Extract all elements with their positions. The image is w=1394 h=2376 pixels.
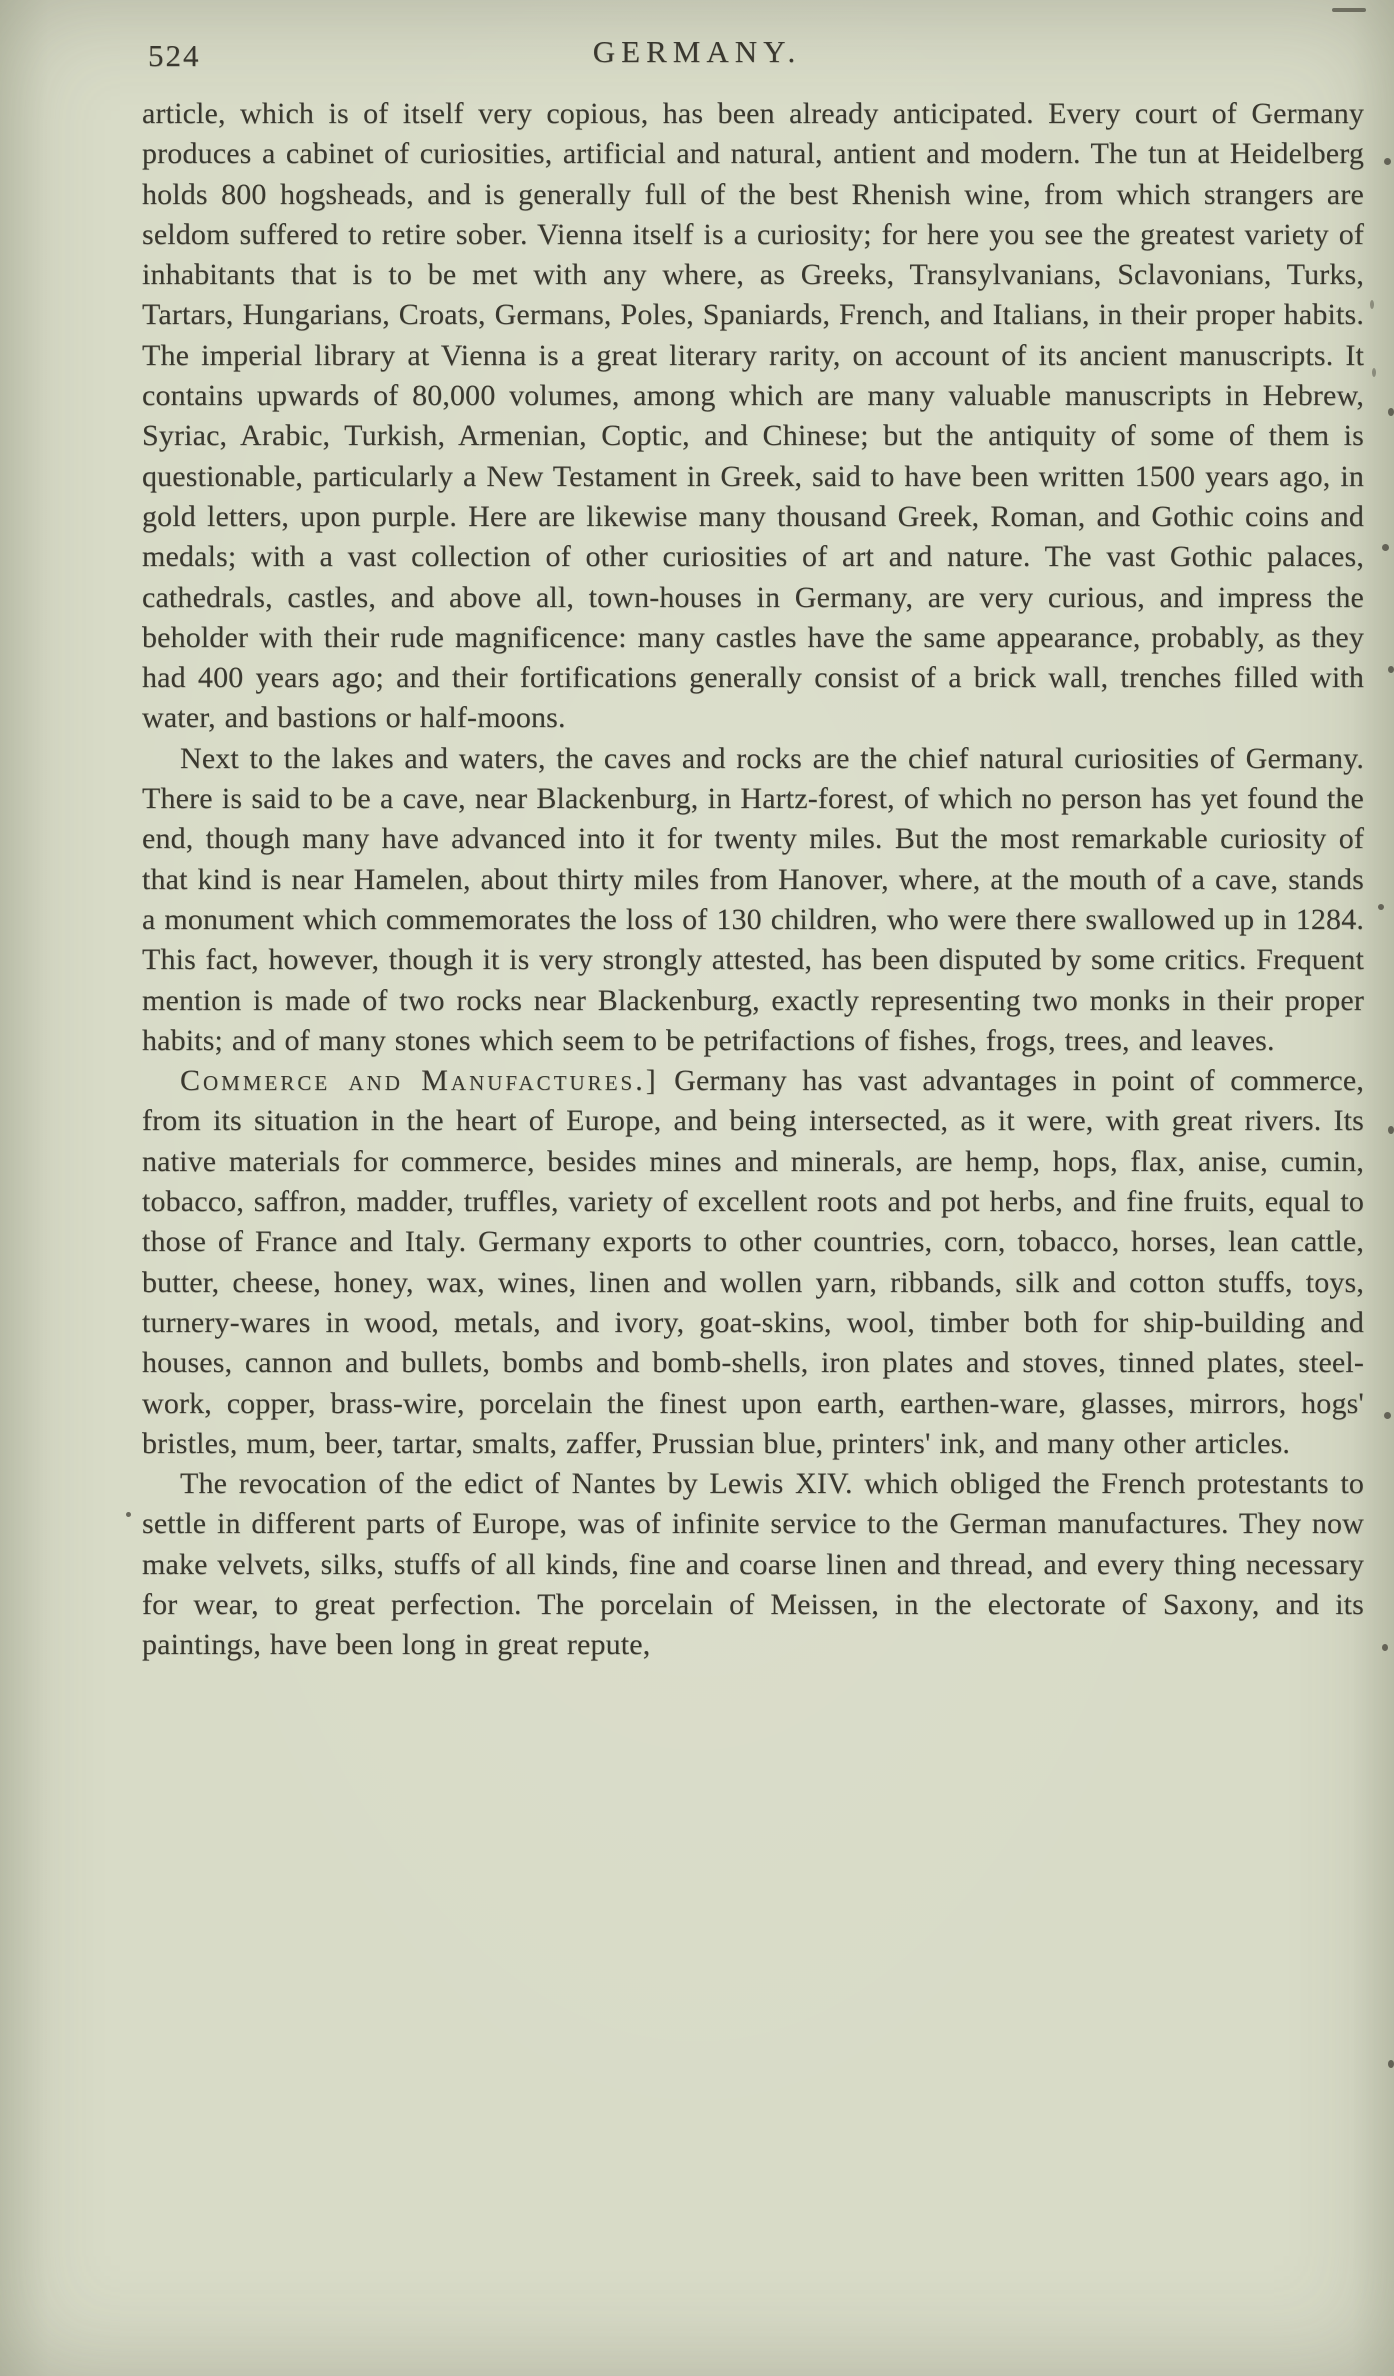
ink-speck xyxy=(1372,368,1376,377)
ink-speck xyxy=(1384,158,1391,165)
ink-speck xyxy=(126,1512,131,1517)
ink-speck xyxy=(1382,1644,1388,1651)
ink-speck xyxy=(1388,408,1394,416)
ink-speck xyxy=(1388,1126,1394,1134)
ink-speck xyxy=(1384,1412,1391,1419)
section-heading: Commerce and Manufactures.] xyxy=(180,1064,659,1098)
ink-speck xyxy=(1388,666,1394,673)
paragraph: The revocation of the edict of Nantes by Lewis XIV. which obliged the French protestants to settle in different parts of Europe, was of infinite service to the German manufactures. They now make velvets, silks, stuffs of all kinds, fine and coarse linen and thread, and every thing necessary for wear, to great perfection. The porcelain of Meissen, in the electorate of Saxony, and its paintings, have been long in great repute, xyxy=(142,1467,1364,1662)
paragraph: Next to the lakes and waters, the caves and rocks are the chief natural curiosities of Germany. There is said to be a cave, near Blackenburg, in Hartz-forest, of which no person has yet found the end, though many have advanced into it for twenty miles. But the most remarkable curiosity of that kind is near Hamelen, about thirty miles from Hanover, where, at the mouth of a cave, stands a monument which commemorates the loss of 130 children, who were there swallowed up in 1284. This fact, however, though it is very strongly attested, has been disputed by some critics. Frequent mention is made of two rocks near Blackenburg, exactly representing two monks in their proper habits; and of many stones which seem to be petrifactions of fishes, frogs, trees, and leaves. xyxy=(142,741,1364,1057)
paragraph: Commerce and Manufactures.] Germany has vast advantages in point of commerce, from its situation in the heart of Europe, and being intersected, as it were, with great rivers. Its native materials for commerce, besides mines and minerals, are hemp, hops, flax, anise, cumin, tobacco, saffron, madder, truffles, variety of excellent roots and pot herbs, and fine fruits, equal to those of France and Italy. Germany exports to other countries, corn, tobacco, horses, lean cattle, butter, cheese, honey, wax, wines, linen and wollen yarn, ribbands, silk and cotton stuffs, toys, turnery-wares in wood, metals, and ivory, goat-skins, wool, timber both for ship-building and houses, cannon and bullets, bombs and bomb-shells, iron plates and stoves, tinned plates, steel-work, copper, brass-wire, porcelain the finest upon earth, earthen-ware, glasses, mirrors, hogs' bristles, mum, beer, tartar, smalts, zaffer, Prussian blue, printers' ink, and many other articles. xyxy=(142,1064,1364,1460)
page-number: 524 xyxy=(148,38,201,73)
scan-artifact xyxy=(1332,8,1366,12)
ink-speck xyxy=(1382,544,1389,551)
ink-speck xyxy=(1370,300,1374,309)
page-title: GERMANY. xyxy=(592,34,802,69)
ink-speck xyxy=(1378,904,1384,910)
paragraph: article, which is of itself very copious, has been already anticipated. Every court of Germany produces a cabinet of curiosities, artificial and natural, antient and modern. The tun at Heidelberg holds 800 hogsheads, and is generally full of the best Rhenish wine, from which strangers are seldom suffered to retire sober. Vienna itself is a curiosity; for here you see the greatest variety of inhabitants that is to be met with any where, as Greeks, Transylvanians, Sclavonians, Turks, Tartars, Hungarians, Croats, Germans, Poles, Spaniards, French, and Italians, in their proper habits. The imperial library at Vienna is a great literary rarity, on account of its ancient manuscripts. It contains upwards of 80,000 volumes, among which are many valuable manuscripts in Hebrew, Syriac, Arabic, Turkish, Armenian, Coptic, and Chinese; but the antiquity of some of them is questionable, particularly a New Testament in Greek, said to have been written 1500 years ago, in gold letters, upon purple. Here are likewise many thousand Greek, Roman, and Gothic coins and medals; with a vast collection of other curiosities of art and nature. The vast Gothic palaces, cathedrals, castles, and above all, town-houses in Germany, are very curious, and impress the beholder with their rude magnificence: many castles have the same appearance, probably, as they had 400 years ago; and their fortifications generally consist of a brick wall, trenches filled with water, and bastions or half-moons. xyxy=(142,97,1364,735)
text-block xyxy=(142,94,1364,1666)
ink-speck xyxy=(1388,2060,1394,2068)
